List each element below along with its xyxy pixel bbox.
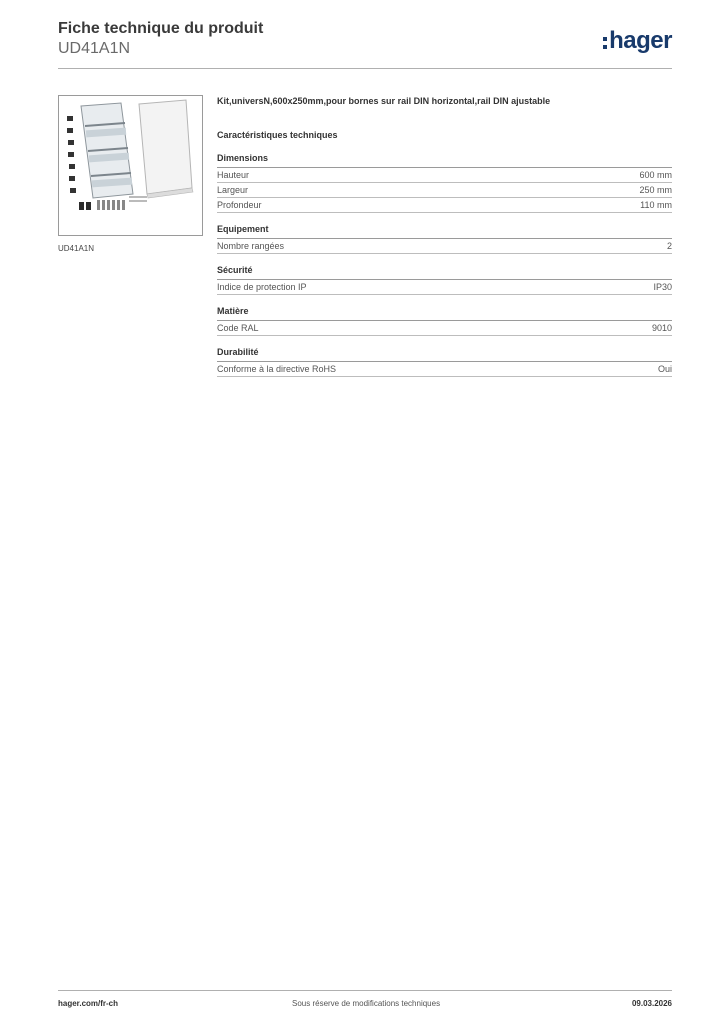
- spec-value: IP30: [653, 282, 672, 292]
- logo-dots-icon: [603, 37, 607, 49]
- document-title: Fiche technique du produit: [58, 20, 264, 37]
- spec-group-title: Equipement: [217, 224, 672, 239]
- footer-website-link[interactable]: hager.com/fr-ch: [58, 999, 119, 1008]
- product-image: [58, 95, 203, 236]
- spec-label: Nombre rangées: [217, 241, 285, 251]
- spec-row: [217, 239, 672, 254]
- spec-group-security: [217, 265, 672, 295]
- hager-logo: [603, 26, 672, 56]
- product-description: Kit,universN,600x250mm,pour bornes sur rail DIN horizontal,rail DIN ajustable: [217, 96, 551, 106]
- footer-divider: [58, 990, 672, 991]
- product-kit-icon: [59, 96, 202, 235]
- spec-label: Code RAL: [217, 323, 259, 333]
- spec-row: [217, 321, 672, 336]
- spec-value: 9010: [651, 323, 672, 333]
- spec-label: Profondeur: [217, 200, 262, 210]
- spec-value: Oui: [657, 364, 672, 374]
- spec-group-title: Matière: [217, 306, 672, 321]
- spec-label: Conforme à la directive RoHS: [217, 364, 337, 374]
- spec-group-title: Sécurité: [217, 265, 672, 280]
- spec-value: 110 mm: [640, 200, 672, 210]
- spec-label: Hauteur: [217, 170, 250, 180]
- spec-group-title: Dimensions: [217, 153, 672, 168]
- spec-group-equipment: [217, 224, 672, 254]
- product-reference: UD41A1N: [58, 40, 131, 57]
- footer-disclaimer: Sous réserve de modifications techniques: [292, 999, 441, 1008]
- image-caption: UD41A1N: [58, 244, 95, 253]
- spec-group-material: [217, 306, 672, 336]
- technical-characteristics-title: Caractéristiques techniques: [217, 130, 338, 140]
- spec-row: [217, 362, 672, 377]
- spec-group-dimensions: [217, 153, 672, 213]
- specifications-panel: [217, 96, 672, 388]
- footer-date: 09.03.2026: [631, 999, 672, 1008]
- spec-label: Indice de protection IP: [217, 282, 307, 292]
- spec-value: 600 mm: [639, 170, 672, 180]
- spec-label: Largeur: [217, 185, 249, 195]
- logo-text: hager: [609, 27, 672, 54]
- header-divider: [58, 68, 672, 69]
- spec-row: [217, 183, 672, 198]
- spec-group-title: Durabilité: [217, 347, 672, 362]
- spec-row: [217, 280, 672, 295]
- spec-value: 2: [666, 241, 672, 251]
- spec-group-durability: [217, 347, 672, 377]
- spec-row: [217, 198, 672, 213]
- spec-row: [217, 168, 672, 183]
- page-header: [58, 20, 672, 68]
- spec-value: 250 mm: [639, 185, 672, 195]
